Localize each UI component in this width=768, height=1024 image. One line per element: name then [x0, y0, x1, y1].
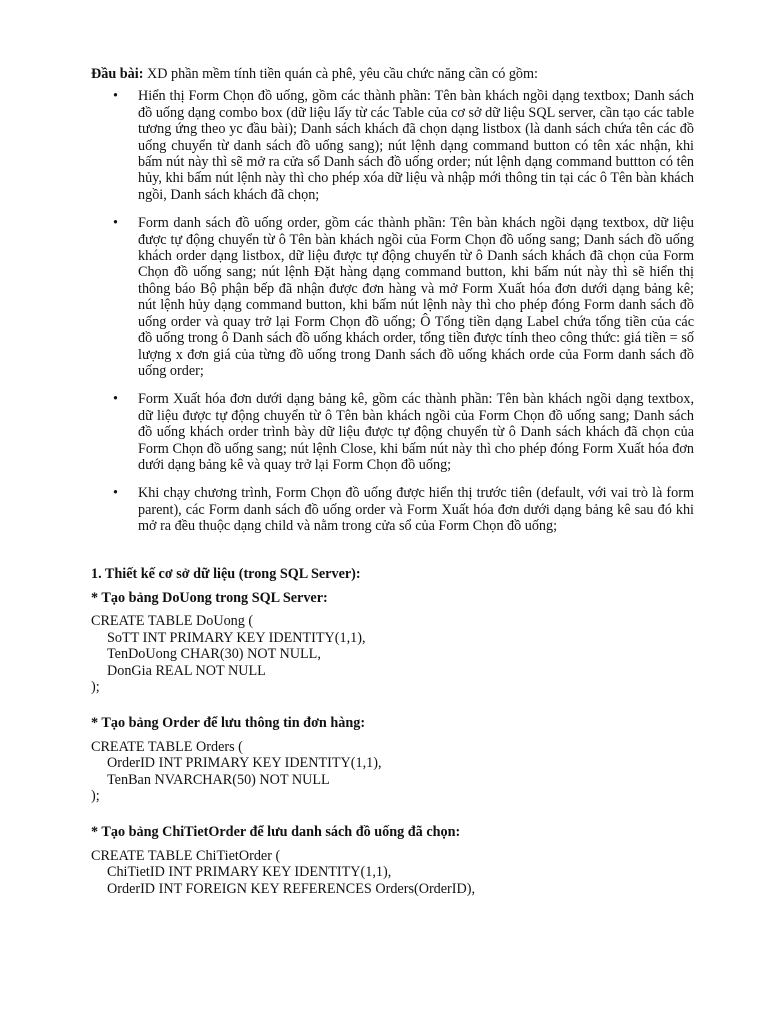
sql-line: );	[91, 679, 100, 695]
section-heading: 1. Thiết kế cơ sở dữ liệu (trong SQL Server):	[91, 565, 361, 582]
chitiet-sql-block	[91, 848, 694, 897]
sql-line: TenDoUong CHAR(30) NOT NULL,	[107, 646, 321, 663]
chitiet-table-heading: * Tạo bảng ChiTietOrder để lưu danh sách đồ uống đã chọn:	[91, 824, 461, 841]
intro-text: XD phần mềm tính tiền quán cà phê, yêu cầu chức năng cần có gồm:	[143, 66, 538, 82]
intro-label: Đầu bài:	[91, 66, 144, 82]
sql-line: OrderID INT FOREIGN KEY REFERENCES Orders(OrderID),	[107, 880, 476, 897]
requirements-list	[91, 88, 694, 534]
requirement-item: • Khi chạy chương trình, Form Chọn đồ uống được hiển thị trước tiên (default, với vai trò là form parent), các Form danh sách đồ uống order và Form Xuất hóa đơn dưới dạng bảng kê sau đó khi mở ra đều thuộc dạng child và nằm trong cửa sổ của Form Chọn đồ uống;	[91, 485, 694, 534]
sql-line: CREATE TABLE DoUong (	[91, 613, 254, 630]
section-spacer	[91, 547, 694, 566]
intro-paragraph	[91, 66, 694, 82]
requirement-item: • Form Xuất hóa đơn dưới dạng bảng kê, gồm các thành phần: Tên bàn khách ngồi dạng textbox, dữ liệu được tự động chuyển từ ô Tên bàn khách ngồi của Form Chọn đồ uống sang; Danh sách đồ uống khách order trình bày dữ liệu được tự động chuyển từ ô Danh sách khách đã chọn của Form Chọn đồ uống sang; nút lệnh Close, khi bấm nút này thì cho phép đóng Form Xuất hóa đơn dưới dạng bảng kê và quay trở lại Form Chọn đồ uống;	[91, 391, 694, 473]
requirement-item: • Form danh sách đồ uống order, gồm các thành phần: Tên bàn khách ngồi dạng textbox, dữ liệu được tự động chuyển từ ô Tên bàn khách ngồi của Form Chọn đồ uống sang; Danh sách đồ uống khách order dạng listbox, dữ liệu được tự động chuyển từ ô Danh sách khách đã chọn của Form Chọn đồ uống sang; nút lệnh Đặt hàng dạng command button, khi bấm nút này thì sẽ hiển thị thông báo Bộ phận bếp đã nhận được đơn hàng và mở Form Xuất hóa đơn dưới dạng bảng kê; nút lệnh hủy dạng command button, khi bấm nút lệnh này thì cho phép đóng Form danh sách đồ uống order và quay trở lại Form Chọn đồ uống; Ô Tổng tiền dạng Label chứa tổng tiền của các đồ uống trong ô Danh sách đồ uống khách order, tổng tiền được tính theo công thức: giá tiền = số lượng x đơn giá của từng đồ uống trong Danh sách đồ uống khách orde của Form danh sách đồ uống order;	[91, 215, 694, 379]
sql-line: DonGia REAL NOT NULL	[107, 662, 266, 679]
orders-sql-block	[91, 739, 694, 805]
sql-line: CREATE TABLE ChiTietOrder (	[91, 847, 281, 864]
sql-line: OrderID INT PRIMARY KEY IDENTITY(1,1),	[107, 755, 382, 772]
sql-line: CREATE TABLE Orders (	[91, 738, 243, 755]
sql-line: );	[91, 788, 100, 805]
sql-line: TenBan NVARCHAR(50) NOT NULL	[107, 771, 330, 788]
sql-line: ChiTietID INT PRIMARY KEY IDENTITY(1,1),	[107, 864, 392, 881]
douong-sql-block	[91, 613, 694, 695]
orders-table-heading: * Tạo bảng Order để lưu thông tin đơn hàng:	[91, 715, 366, 732]
douong-table-heading: * Tạo bảng DoUong trong SQL Server:	[91, 589, 328, 606]
sql-line: SoTT INT PRIMARY KEY IDENTITY(1,1),	[107, 629, 366, 646]
requirement-item: • Hiển thị Form Chọn đồ uống, gồm các thành phần: Tên bàn khách ngồi dạng textbox; Danh sách đồ uống dạng combo box (dữ liệu lấy từ các Table của cơ sở dữ liệu SQL server, cần tạo các table tương ứng theo yc đầu bài); Danh sách khách đã chọn dạng listbox (là danh sách chứa tên các đồ uống chuyển từ danh sách đồ uống sang); nút lệnh dạng command button có tên xác nhận, khi bấm nút này thì sẽ mở ra cửa sổ Danh sách đồ uống order; nút lệnh dạng command buttton có tên hủy, khi bấm nút lệnh này thì cho phép xóa dữ liệu và nhập mới thông tin tại các ô Tên bàn khách ngồi, Danh sách khách đã chọn;	[91, 88, 694, 203]
document-page	[91, 66, 694, 917]
